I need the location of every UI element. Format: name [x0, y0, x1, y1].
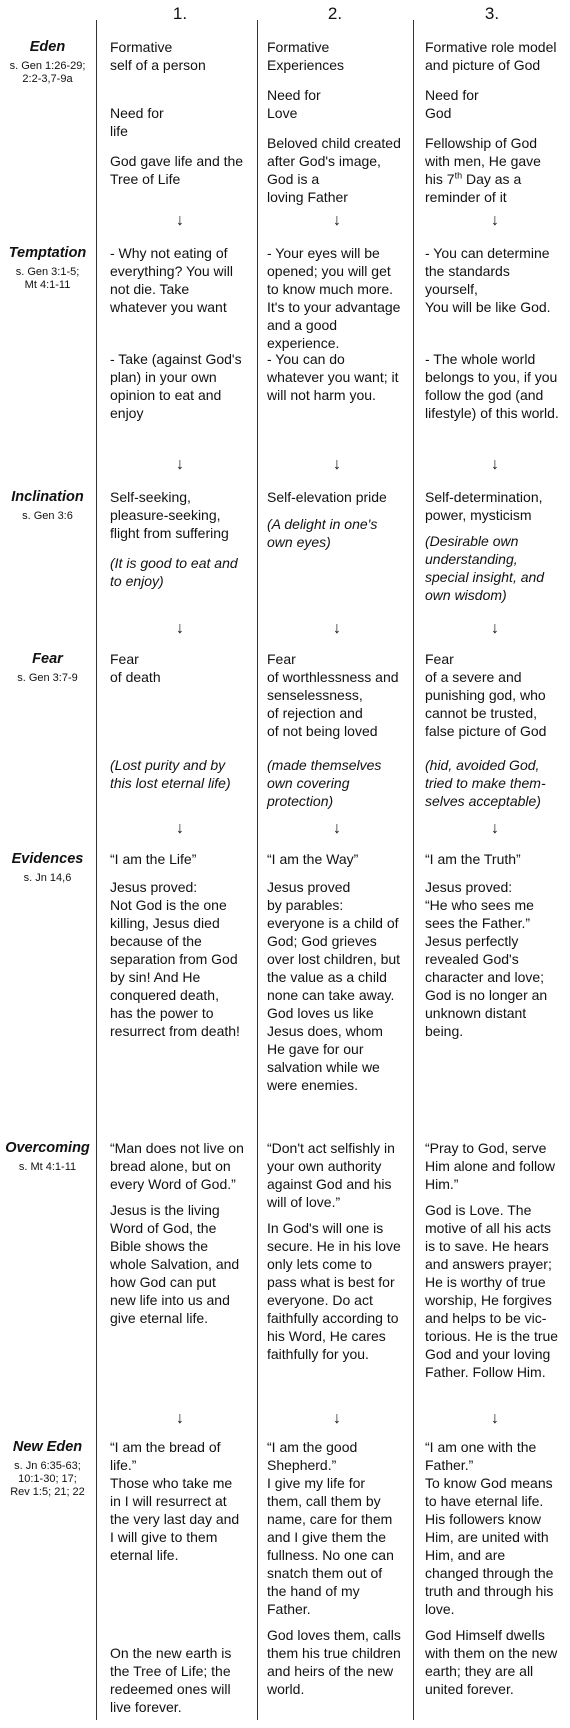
row-title: Temptation [8, 245, 87, 261]
row-reference: s. Gen 3:1-5; Mt 4:1-11 [15, 266, 80, 291]
cell: - Your eyes will be opened; you will get to know much more. It's to your advantage and a good experience. [267, 245, 401, 351]
arrow-down-icon: ↓ [176, 212, 184, 229]
cell: “I am the bread of life.” Those who take me in I will resurrect at the very last day and I will give to them eternal life. [110, 1439, 240, 1563]
arrow-down-icon: ↓ [333, 212, 341, 229]
cell-text: Day as a reminder of it [425, 171, 522, 205]
cell: Fear of worthlessness and senselessness, of rejection and of not being loved [267, 651, 399, 739]
cell: Formative self of a person [110, 39, 206, 73]
arrow-down-icon: ↓ [491, 1410, 499, 1427]
row-title: Eden [29, 39, 66, 55]
column-header-3: 3. [484, 4, 500, 23]
cell: (Desirable own understanding, special insight, and own wisdom) [425, 533, 545, 603]
row-label-overcoming [0, 1139, 95, 1174]
cell-text: Fellowship of God with men, He gave his 7 [425, 135, 541, 187]
arrow-down-icon: ↓ [333, 456, 341, 473]
row-title: Inclination [11, 489, 84, 505]
cell: - You can determine the standards yourself, You will be like God. [425, 245, 551, 315]
row-label-temptation [0, 244, 95, 292]
row-reference: s. Gen 3:6 [22, 510, 73, 522]
row-reference: s. Jn 6:35-63; 10:1-30; 17; Rev 1:5; 21; 22 [10, 1460, 85, 1498]
cell: “Don't act selfishly in your own authority against God and his will of love.” [267, 1140, 395, 1210]
cell: Formative Experiences [267, 39, 345, 73]
cell: God is Love. The motive of all his acts is to save. He hears and answers prayer; He is worthy of true worship, He forgives and helps to be vic- torious. He is the true God and your loving Father. Follow Him. [425, 1202, 559, 1380]
row-label-eden [0, 38, 95, 86]
row-reference: s. Jn 14,6 [23, 872, 72, 884]
cell: “Pray to God, serve Him alone and follow Him.” [425, 1140, 555, 1192]
cell: Need for life [110, 105, 164, 139]
column-divider-1 [96, 20, 97, 1720]
cell: God loves them, calls them his true children and heirs of the new world. [267, 1627, 401, 1697]
cell: “I am the Life” [110, 851, 197, 867]
cell: Beloved child created after God's image, God is a loving Father [267, 135, 401, 205]
cell: (A delight in one's own eyes) [267, 516, 378, 550]
row-label-new-eden [0, 1438, 95, 1499]
cell: Need for God [425, 87, 479, 121]
cell: (Lost purity and by this lost eternal life) [110, 757, 231, 791]
cell: Need for Love [267, 87, 321, 121]
arrow-down-icon: ↓ [491, 620, 499, 637]
cell: Self-seeking, pleasure-seeking, flight from suffering [110, 489, 229, 541]
cell: “I am the good Shepherd.” I give my life for them, call them by name, care for them and I give them the fullness. No one can snatch them out of the hand of my Father. [267, 1439, 394, 1617]
cell: God Himself dwells with them on the new earth; they are all united forever. [425, 1627, 558, 1697]
row-title: New Eden [12, 1439, 83, 1455]
cell: - Take (against God's plan) in your own opinion to eat and enjoy [110, 351, 242, 421]
cell: Fear of death [110, 651, 161, 685]
row-title: Overcoming [5, 1140, 90, 1156]
cell: - Why not eating of everything? You will not die. Take whatever you want [110, 245, 233, 315]
cell: “I am the Truth” [425, 851, 521, 867]
row-reference: s. Gen 1:26-29; 2:2-3,7-9a [9, 60, 86, 85]
row-label-fear [0, 650, 95, 685]
cell: (hid, avoided God, tried to make them- selves acceptable) [425, 757, 546, 809]
column-header-2: 2. [327, 4, 343, 23]
arrow-down-icon: ↓ [176, 456, 184, 473]
row-label-inclination [0, 488, 95, 523]
cell: Jesus proved by parables: everyone is a child of God; God grieves over lost children, but the value as a child none can take away. God loves us like Jesus does, whom He gave for our salvation while we were enemies. [267, 879, 401, 1093]
row-title: Fear [32, 651, 63, 667]
cell: In God's will one is secure. He in his love only lets come to pass what is best for everyone. Do act faithfully according to his Word, He cares faithfully for you. [267, 1220, 401, 1362]
arrow-down-icon: ↓ [176, 620, 184, 637]
row-label-evidences [0, 850, 95, 885]
arrow-down-icon: ↓ [333, 1410, 341, 1427]
cell: Jesus proved: “He who sees me sees the Father.” Jesus perfectly revealed God's character and love; God is no longer an unknown distant being. [425, 879, 548, 1039]
cell: “Man does not live on bread alone, but on every Word of God.” [110, 1140, 244, 1192]
cell: God gave life and the Tree of Life [110, 153, 244, 187]
column-header-1: 1. [172, 4, 188, 23]
cell: Fear of a severe and punishing god, who cannot be trusted, false picture of God [425, 651, 547, 739]
arrow-down-icon: ↓ [491, 212, 499, 229]
cell [425, 134, 541, 206]
arrow-down-icon: ↓ [333, 820, 341, 837]
arrow-down-icon: ↓ [491, 820, 499, 837]
cell: - You can do whatever you want; it will not harm you. [267, 351, 399, 403]
cell: “I am one with the Father.” To know God means to have eternal life. His followers know Him, are united with Him, and are changed through the truth and through his love. [425, 1439, 554, 1617]
arrow-down-icon: ↓ [176, 820, 184, 837]
arrow-down-icon: ↓ [491, 456, 499, 473]
cell: (It is good to eat and to enjoy) [110, 555, 238, 589]
superscript: th [454, 170, 463, 181]
column-divider-2 [257, 20, 258, 1720]
column-divider-3 [413, 20, 414, 1720]
arrow-down-icon: ↓ [333, 620, 341, 637]
row-reference: s. Mt 4:1-11 [18, 1161, 77, 1173]
cell: Jesus proved: Not God is the one killing, Jesus died because of the separation from God by sin! And He conquered death, has the power to resurrect from death! [110, 879, 240, 1039]
row-title: Evidences [11, 851, 84, 867]
cell: (made themselves own covering protection) [267, 757, 382, 809]
cell: “I am the Way” [267, 851, 359, 867]
row-reference: s. Gen 3:7-9 [17, 672, 78, 684]
cell: - The whole world belongs to you, if you follow the god (and lifestyle) of this world. [425, 351, 559, 421]
cell: On the new earth is the Tree of Life; the redeemed ones will live forever. [110, 1645, 232, 1715]
arrow-down-icon: ↓ [176, 1410, 184, 1427]
cell: Formative role model and picture of God [425, 39, 557, 73]
cell: Self-elevation pride [267, 489, 387, 505]
cell: Self-determination, power, mysticism [425, 489, 543, 523]
cell: Jesus is the living Word of God, the Bible shows the whole Salvation, and how God can put new life into us and give eternal life. [110, 1202, 240, 1326]
